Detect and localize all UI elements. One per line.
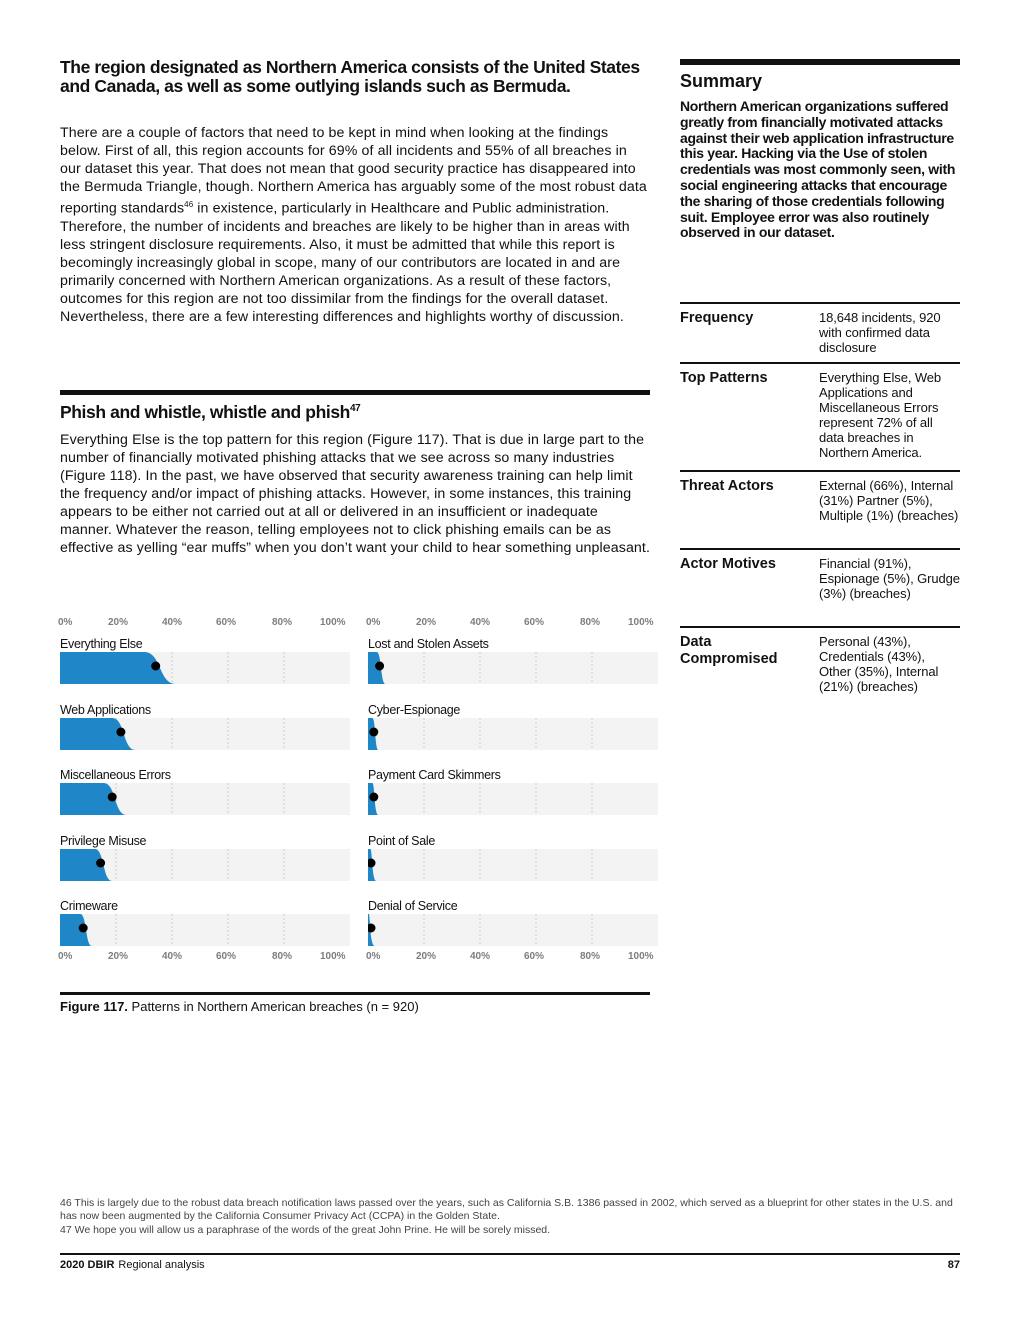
chart-point [151, 662, 160, 671]
chart-bar [60, 783, 127, 815]
chart-category-label: Web Applications [60, 702, 151, 717]
tick-row-top [368, 617, 658, 631]
summary-rule [680, 59, 960, 65]
tick-label: 40% [470, 617, 491, 628]
section-heading [60, 402, 650, 423]
chart-category-label: Miscellaneous Errors [60, 768, 171, 782]
chart-category-label: Denial of Service [368, 899, 458, 913]
chart-track [60, 849, 350, 881]
chart-row [368, 834, 658, 900]
tick-label: 20% [108, 617, 129, 628]
chart-point [369, 727, 378, 736]
tick-label: 100% [628, 951, 654, 962]
chart-track [60, 783, 350, 815]
section-heading-text: Phish and whistle, whistle and phish [60, 402, 350, 422]
chart-point [368, 924, 376, 933]
chart-row [368, 637, 658, 703]
tick-label: 20% [416, 951, 437, 962]
chart-point [108, 793, 117, 802]
chart-track [368, 849, 658, 881]
chart-category-label: Cyber-Espionage [368, 702, 461, 717]
chart-category-label: Payment Card Skimmers [368, 768, 501, 782]
tick-label: 0% [366, 617, 381, 628]
chart-bar-svg [60, 849, 350, 881]
chart-row [368, 703, 658, 769]
summary-body: Northern American organizations suffered greatly from financially motivated attacks against their web application infrastructure this year. Hacking via the Use of stolen credentials was most commonly seen, with social engineering attacks that encourage the sharing of those credentials following suit. Employee error was also routinely observed in our dataset. [680, 98, 956, 241]
stat-key: Actor Motives [680, 556, 776, 572]
tick-label: 80% [272, 951, 293, 962]
chart-category-label: Lost and Stolen Assets [368, 637, 489, 651]
tick-label: 60% [524, 951, 545, 962]
chart-category-label: Everything Else [60, 637, 143, 651]
footer-rule [60, 1253, 960, 1255]
chart-bar-svg [368, 718, 658, 750]
chart-bar-svg [368, 914, 658, 946]
stat-value: Everything Else, Web Applications and Miscellaneous Errors represent 72% of all data breaches in Northern America. [819, 370, 942, 460]
tick-label: 100% [320, 951, 346, 962]
tick-label: 20% [416, 617, 437, 628]
chart-track [368, 783, 658, 815]
chart-bar-svg [368, 783, 658, 815]
chart-point [79, 924, 88, 933]
stat-row-top-patterns [680, 362, 960, 470]
chart-point [375, 662, 384, 671]
chart-point [368, 858, 376, 867]
footnote-46: 46 This is largely due to the robust data breach notification laws passed over the years, such as California S.B. 1386 passed in 2002, which served as a blueprint for other states in the U.S. and has now been augmented by the California Consumer Privacy Act (CCPA) in the Golden State. [60, 1197, 953, 1222]
chart-bar-svg [60, 718, 350, 750]
chart-track [60, 914, 350, 946]
tick-label: 0% [58, 617, 73, 628]
tick-label: 40% [162, 617, 183, 628]
intro-text-1: There are a couple of factors that need to be kept in mind when looking at the findings below. First of all, this region accounts for 69% of all incidents and 55% of all breaches in our dataset this year. That does not mean that good security practice has disappeared into the Bermuda Triangle, though. Northern America has arguably some of the most robust data reporting standards [60, 125, 647, 217]
tick-label: 80% [580, 951, 601, 962]
tick-label: 60% [524, 617, 545, 628]
tick-label: 60% [216, 617, 237, 628]
footer-report [60, 1259, 205, 1271]
chart-track [60, 718, 350, 750]
chart-bar-svg [368, 652, 658, 684]
footnote-ref-47[interactable]: 47 [349, 403, 361, 415]
stat-value: Personal (43%), Credentials (43%), Other (35%), Internal (21%) (breaches) [819, 634, 939, 694]
chart-panel-left [60, 617, 350, 967]
tick-label: 100% [320, 617, 346, 628]
tick-label: 60% [216, 951, 237, 962]
page-number: 87 [947, 1259, 960, 1271]
chart-bar-svg [60, 914, 350, 946]
stat-row-actor-motives [680, 548, 960, 626]
intro-heading: The region designated as Northern America consists of the United States and Canada, as well as some outlying islands such as Bermuda. [60, 57, 640, 96]
chart-bar-svg [60, 652, 350, 684]
chart-point [96, 858, 105, 867]
stat-key: Top Patterns [680, 370, 768, 386]
chart-row [60, 637, 350, 703]
footnote-ref-46[interactable]: 46 [184, 200, 194, 209]
chart-category-label: Crimeware [60, 899, 118, 913]
stat-key: Threat Actors [680, 478, 774, 494]
tick-row-bottom [368, 951, 658, 965]
footnote-47: 47 We hope you will allow us a paraphrase of the words of the great John Prine. He will be sorely missed. [60, 1224, 551, 1236]
figure-caption-text: Patterns in Northern American breaches (n = 920) [131, 999, 419, 1014]
tick-label: 40% [470, 951, 491, 962]
figure-caption [60, 999, 419, 1014]
chart-category-label: Privilege Misuse [60, 833, 147, 848]
stat-row-frequency [680, 302, 960, 362]
section-paragraph: Everything Else is the top pattern for this region (Figure 117). That is due in large part to the number of financially motivated phishing attacks that we see across so many industries (Figure 118). In the past, we have observed that security awareness training can help limit the frequency and/or impact of phishing attacks. However, in some instances, this training appears to be either not carried out at all or delivered in an insufficient or inadequate manner. Whatever the reason, telling employees not to click phishing emails can be as effective as yelling “ear muffs” when you don’t want your child to hear something unpleasant. [60, 432, 651, 556]
stat-value: External (66%), Internal (31%) Partner (5%), Multiple (1%) (breaches) [819, 478, 959, 523]
stat-row-data-compromised [680, 626, 960, 704]
tick-label: 0% [58, 951, 73, 962]
stat-row-threat-actors [680, 470, 960, 548]
tick-label: 0% [366, 951, 381, 962]
chart-track [368, 718, 658, 750]
chart-row [60, 703, 350, 769]
chart-category-label: Point of Sale [368, 833, 435, 848]
stat-value: Financial (91%), Espionage (5%), Grudge (3%) (breaches) [819, 556, 960, 601]
stat-value: 18,648 incidents, 920 with confirmed data disclosure [819, 310, 941, 355]
tick-label: 100% [628, 617, 654, 628]
intro-paragraph [60, 124, 650, 326]
section-divider [60, 390, 650, 395]
tick-row-bottom [60, 951, 350, 965]
figure-number: Figure 117. [60, 999, 128, 1014]
section-name: Regional analysis [118, 1259, 205, 1271]
chart-row [368, 768, 658, 834]
chart-panel-right [368, 617, 658, 967]
intro-text-2: in existence, particularly in Healthcare and Public administration. Therefore, the number of incidents and breaches are likely to be higher than in areas with less stringent disclosure requirements. Also, it must be admitted that while this report is becomingly increasingly global in scope, many of our contributors are located in and are primarily concerned with Northern American organizations. As a result of these factors, outcomes for this region are not too dissimilar from the findings for the overall dataset. Nevertheless, there are a few interesting differences and highlights worthy of discussion. [60, 200, 630, 325]
report-name: 2020 DBIR [60, 1259, 115, 1271]
stat-key: Data Compromised [680, 634, 778, 667]
chart-bar-svg [368, 849, 658, 881]
tick-label: 40% [162, 951, 183, 962]
chart-row [60, 834, 350, 900]
chart-row [60, 768, 350, 834]
stat-key: Frequency [680, 310, 754, 326]
figure-rule [60, 992, 650, 995]
chart-track [368, 652, 658, 684]
chart-track [60, 652, 350, 684]
chart-point [116, 727, 125, 736]
chart-bar-svg [60, 783, 350, 815]
chart-point [369, 793, 378, 802]
tick-row-top [60, 617, 350, 631]
tick-label: 80% [580, 617, 601, 628]
chart-track [368, 914, 658, 946]
summary-title: Summary [680, 71, 763, 91]
tick-label: 80% [272, 617, 293, 628]
tick-label: 20% [108, 951, 129, 962]
